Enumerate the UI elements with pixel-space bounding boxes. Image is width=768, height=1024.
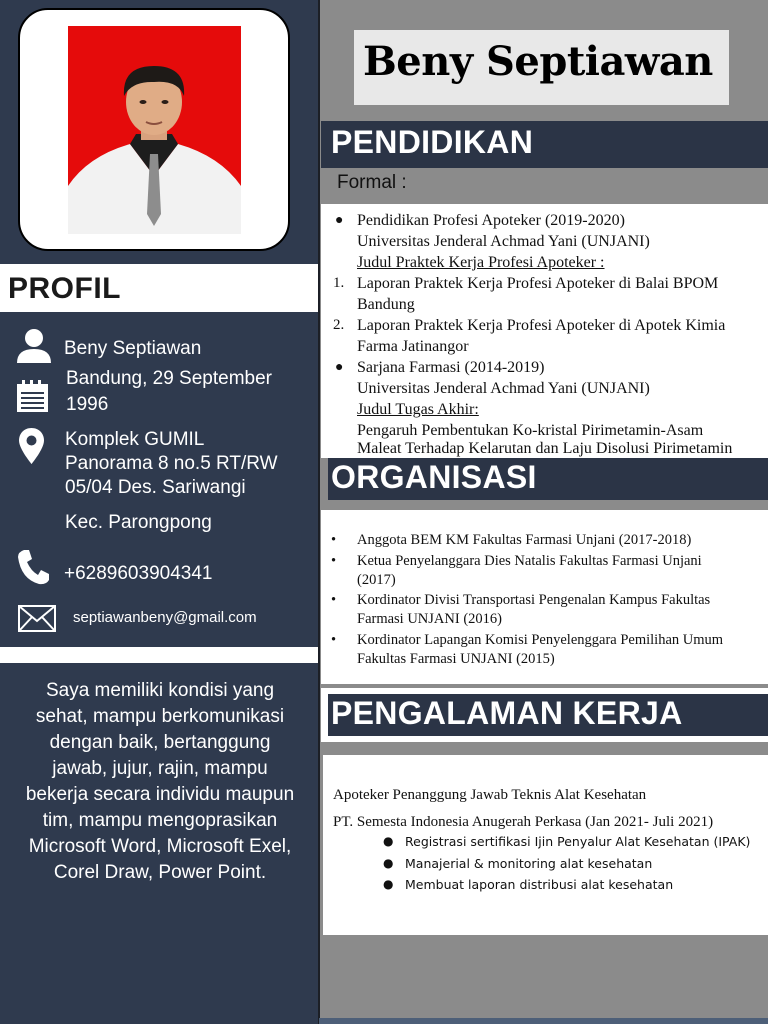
work-duty-2: ● Manajerial & monitoring alat kesehatan (383, 856, 653, 871)
sidebar (0, 0, 319, 1024)
thesis-line-1: Pengaruh Pembentukan Ko-kristal Pirimetamin-Asam (357, 422, 704, 439)
education-university-1: Universitas Jenderal Achmad Yani (UNJANI) (357, 233, 650, 250)
organization-item-2: Ketua Penyelanggara Dies Natalis Fakultas Farmasi Unjani (357, 553, 702, 569)
education-report-1-cont: Bandung (357, 296, 415, 313)
work-duty-1: ● Registrasi sertifikasi Ijin Penyalur Alat Kesehatan (IPAK) (383, 834, 751, 849)
email-address: septiawanbeny@gmail.com (73, 609, 257, 626)
bullet-icon: ● (335, 360, 344, 375)
formal-label: Formal : (337, 172, 407, 193)
birth-line-1: Bandung, 29 September (66, 368, 272, 389)
photo-card (18, 8, 290, 251)
work-header (328, 694, 768, 736)
organization-header (328, 458, 768, 500)
education-report-2-cont: Farma Jatinangor (357, 338, 469, 355)
birth-line-2: 1996 (66, 394, 109, 415)
profile-name: Beny Septiawan (64, 338, 202, 359)
organization-item-3-cont: Farmasi UNJANI (2016) (357, 611, 502, 627)
address-line-4: Kec. Parongpong (65, 512, 212, 533)
organization-title: ORGANISASI (331, 459, 537, 495)
education-report-1: 1. Laporan Praktek Kerja Profesi Apoteker di Balai BPOM (333, 275, 719, 292)
phone-icon (17, 549, 50, 585)
full-name: Beny Septiawan (363, 38, 713, 85)
education-title: PENDIDIKAN (331, 124, 534, 160)
person-icon (16, 328, 52, 363)
organization-item-4-cont: Fakultas Farmasi UNJANI (2015) (357, 651, 555, 667)
organization-item-3: Kordinator Divisi Transportasi Pengenalan Kampus Fakultas (357, 592, 711, 608)
work-content (323, 755, 768, 935)
bullet-icon: ● (383, 856, 394, 870)
work-position: Apoteker Penanggung Jawab Teknis Alat Kesehatan (333, 787, 647, 803)
address-line-3: 05/04 Des. Sariwangi (65, 477, 246, 498)
bullet-icon: ● (335, 213, 344, 228)
education-subtitle-thesis: Judul Tugas Akhir: (357, 401, 479, 418)
education-item-profesi: ● Pendidikan Profesi Apoteker (2019-2020) (335, 212, 625, 229)
address-line-2: Panorama 8 no.5 RT/RW (65, 453, 278, 474)
location-pin-icon (19, 428, 44, 464)
work-duty-3: ● Membuat laporan distribusi alat kesehatan (383, 877, 674, 892)
profile-header-band (0, 264, 319, 312)
about-paragraph: Saya memiliki kondisi yang sehat, mampu berkomunikasi dengan baik, bertanggung jawab, jujur, rajin, mampu bekerja secara individu maupun tim, mampu mengoprasikan Microsoft Word, Microsoft Exel, Corel Draw, Power Point. (25, 680, 295, 883)
bullet-icon: ● (383, 834, 394, 848)
bottom-accent-bar (319, 1018, 768, 1024)
address-line-1: Komplek GUMIL (65, 429, 205, 450)
about-separator (0, 647, 319, 663)
organization-content (321, 510, 768, 684)
education-content (321, 204, 768, 458)
bullet-icon: • (331, 592, 337, 608)
bullet-icon: ● (383, 877, 394, 891)
thesis-line-2: Maleat Terhadap Kelarutan dan Laju Disolusi Pirimetamin (357, 440, 733, 457)
organization-item-4: Kordinator Lapangan Komisi Penyelenggara Pemilihan Umum (357, 632, 724, 648)
profile-title: PROFIL (8, 272, 121, 305)
name-box (354, 30, 729, 105)
bullet-icon: • (331, 532, 337, 548)
phone-number: +6289603904341 (64, 563, 213, 584)
calendar-icon (16, 380, 49, 413)
education-item-sarjana: ● Sarjana Farmasi (2014-2019) (335, 359, 545, 376)
work-title: PENGALAMAN KERJA (331, 695, 683, 731)
bullet-icon: • (331, 632, 337, 648)
education-university-2: Universitas Jenderal Achmad Yani (UNJANI) (357, 380, 650, 397)
mail-icon (18, 605, 56, 632)
organization-item-1: Anggota BEM KM Fakultas Farmasi Unjani (2017-2018) (357, 532, 692, 548)
bullet-icon: • (331, 553, 337, 569)
education-subtitle-pkpa: Judul Praktek Kerja Profesi Apoteker : (357, 254, 605, 271)
profile-photo (68, 26, 241, 234)
organization-item-2-cont: (2017) (357, 572, 396, 588)
education-header (321, 121, 768, 168)
work-company: PT. Semesta Indonesia Anugerah Perkasa (Jan 2021- Juli 2021) (333, 814, 714, 830)
education-report-2: 2. Laporan Praktek Kerja Profesi Apoteker di Apotek Kimia (333, 317, 726, 334)
column-divider (318, 0, 320, 1024)
